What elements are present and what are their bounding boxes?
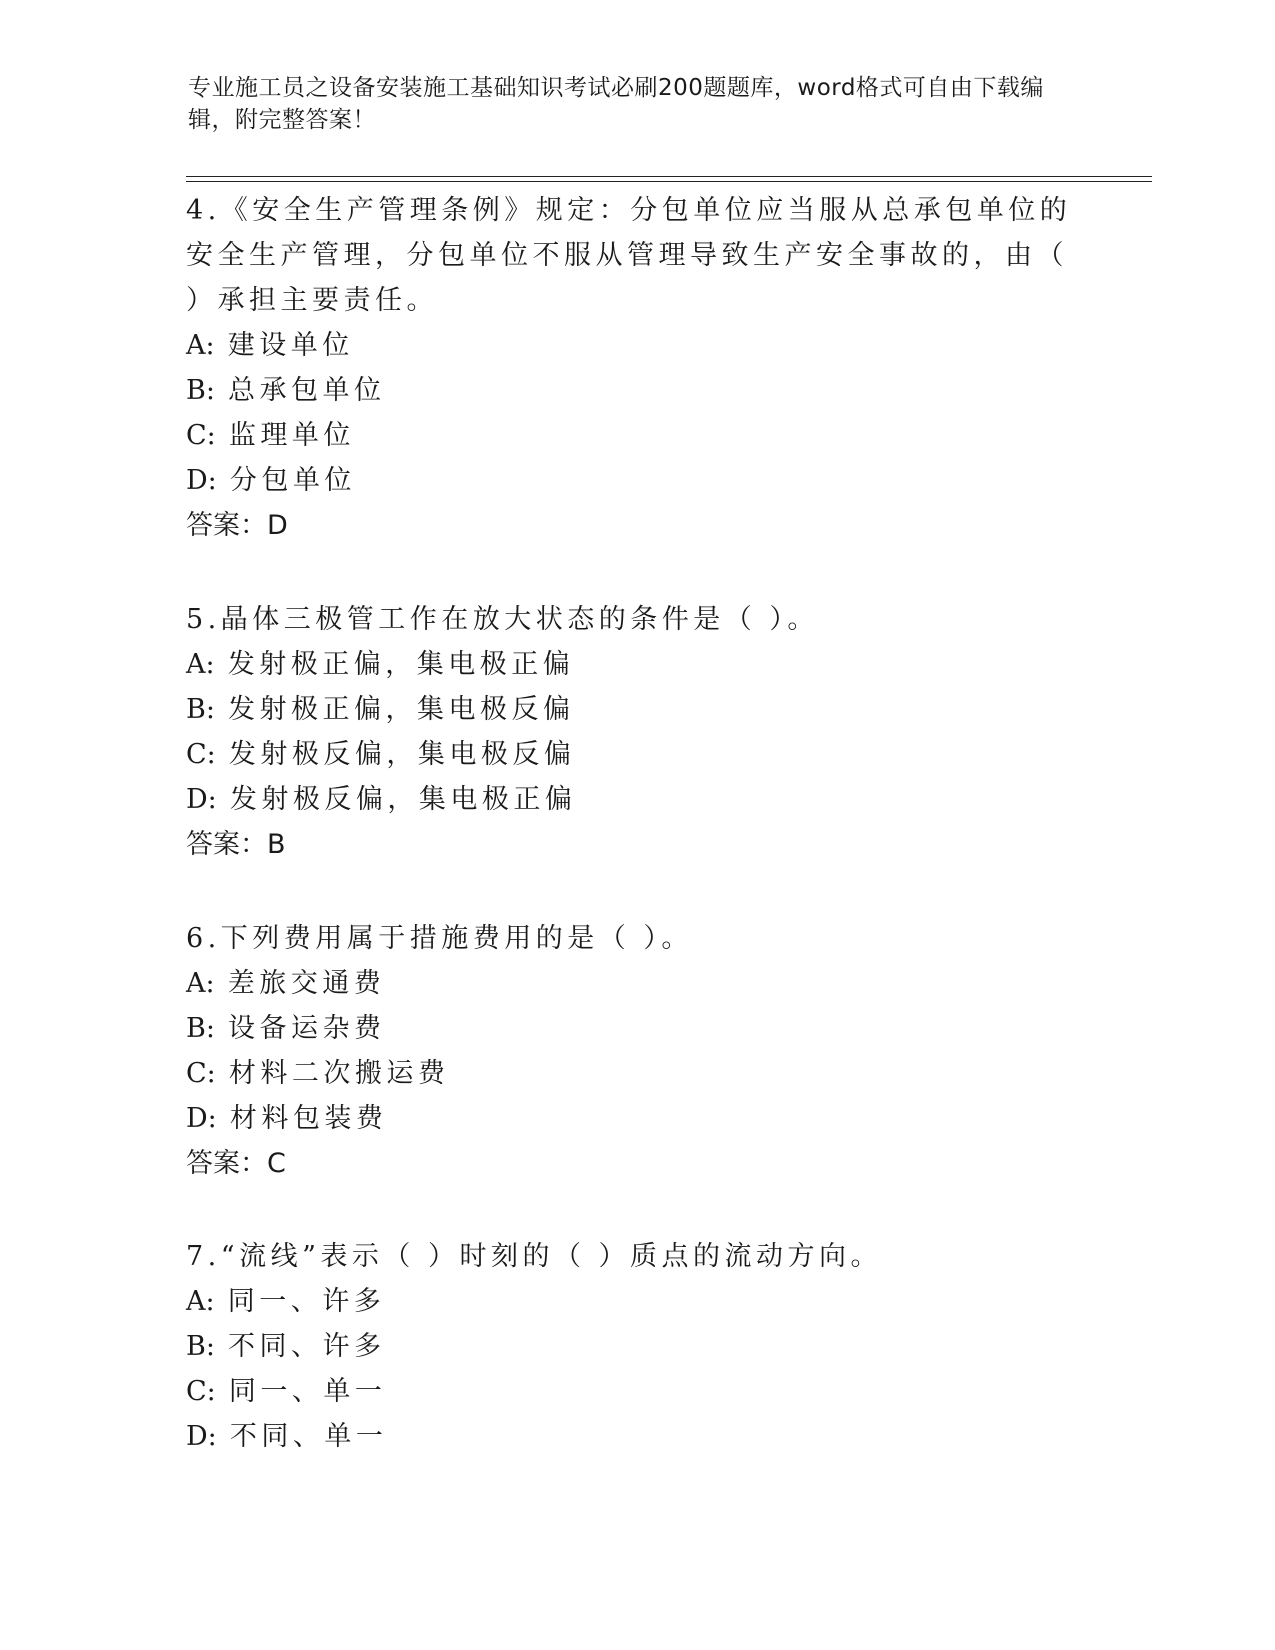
option-label: C:: [186, 1376, 216, 1407]
option-text: 差旅交通费: [227, 968, 386, 999]
option-b: [186, 687, 1076, 732]
option-text: 同一、许多: [227, 1286, 386, 1317]
option-a: [186, 1279, 1076, 1324]
option-text: 不同、许多: [228, 1331, 386, 1362]
question-7: [186, 1234, 1076, 1459]
option-b: [186, 1324, 1076, 1369]
option-a: [186, 642, 1076, 687]
header-rule-top: [186, 176, 1152, 177]
option-text: 监理单位: [228, 420, 355, 451]
option-a: [186, 323, 1076, 368]
option-text: 设备运杂费: [228, 1013, 386, 1044]
answer: 答案：B: [186, 829, 286, 860]
answer: 答案：C: [186, 1148, 286, 1179]
option-d: [186, 1414, 1076, 1459]
option-label: D:: [186, 1103, 217, 1134]
option-label: B:: [186, 694, 215, 725]
question-stem: 7.“流线”表示（ ）时刻的（ ）质点的流动方向。: [186, 1241, 883, 1272]
option-d: [186, 458, 1076, 503]
option-text: 材料二次搬运费: [228, 1058, 450, 1089]
option-label: C:: [186, 739, 216, 770]
question-4: [186, 188, 1076, 548]
question-stem: 4.《安全生产管理条例》规定：分包单位应当服从总承包单位的安全生产管理，分包单位不服从管理导致生产安全事故的，由（ ）承担主要责任。: [186, 195, 1072, 316]
option-label: A:: [186, 330, 215, 361]
option-text: 建设单位: [227, 330, 354, 361]
option-c: [186, 413, 1076, 458]
option-b: [186, 368, 1076, 413]
option-label: B:: [186, 1013, 215, 1044]
option-text: 不同、单一: [229, 1421, 388, 1452]
option-text: 分包单位: [229, 465, 356, 496]
option-d: [186, 1096, 1076, 1141]
option-label: A:: [186, 649, 215, 680]
document-header: 专业施工员之设备安装施工基础知识考试必刷200题题库，word格式可自由下载编辑，附完整答案！: [188, 75, 1044, 133]
question-stem: 5.晶体三极管工作在放大状态的条件是（ ）。: [186, 604, 819, 635]
option-label: A:: [186, 968, 215, 999]
option-label: B:: [186, 1331, 215, 1362]
option-text: 发射极正偏，集电极正偏: [227, 649, 575, 680]
question-5: [186, 597, 1076, 867]
option-text: 同一、单一: [228, 1376, 387, 1407]
option-label: B:: [186, 375, 215, 406]
option-d: [186, 777, 1076, 822]
option-a: [186, 961, 1076, 1006]
question-6: [186, 916, 1076, 1186]
option-c: [186, 1369, 1076, 1414]
question-stem: 6.下列费用属于措施费用的是（ ）。: [186, 923, 693, 954]
option-b: [186, 1006, 1076, 1051]
option-text: 总承包单位: [228, 375, 386, 406]
option-label: C:: [186, 420, 216, 451]
option-text: 发射极反偏，集电极反偏: [228, 739, 576, 770]
option-c: [186, 1051, 1076, 1096]
header-rule-bottom: [186, 181, 1152, 182]
option-text: 材料包装费: [229, 1103, 388, 1134]
option-text: 发射极正偏，集电极反偏: [228, 694, 575, 725]
option-label: A:: [186, 1286, 215, 1317]
option-c: [186, 732, 1076, 777]
answer: 答案：D: [186, 510, 288, 541]
option-text: 发射极反偏，集电极正偏: [229, 784, 577, 815]
option-label: D:: [186, 784, 217, 815]
option-label: C:: [186, 1058, 216, 1089]
option-label: D:: [186, 1421, 217, 1452]
option-label: D:: [186, 465, 217, 496]
